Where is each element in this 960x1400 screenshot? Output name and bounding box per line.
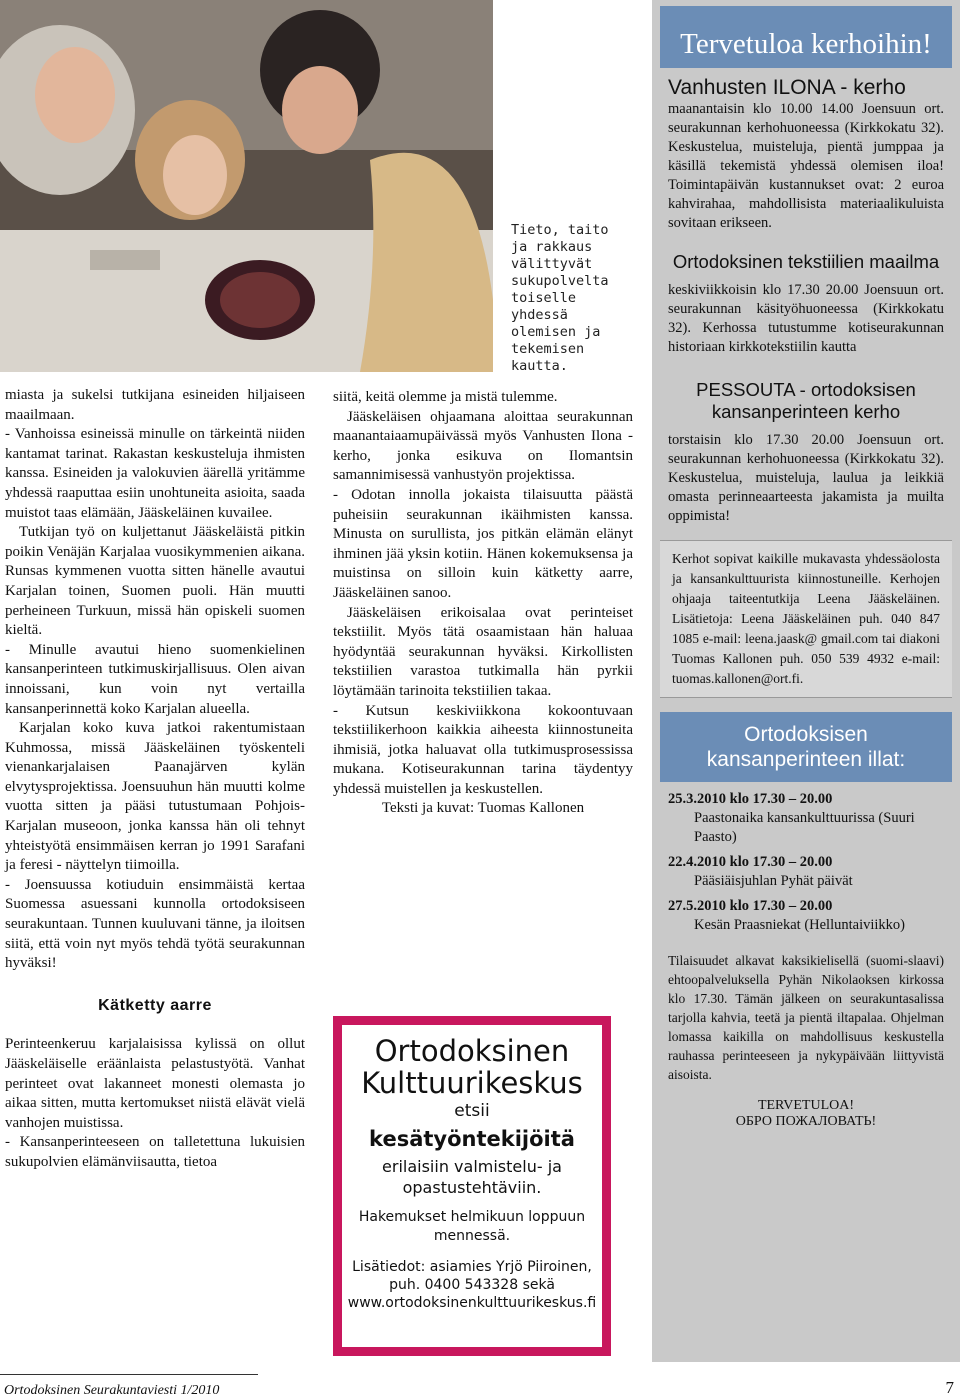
russian-welcome-text: ОБРО ПОЖАЛОВАТЬ!	[735, 1114, 877, 1129]
footer-rule	[0, 1374, 258, 1375]
events-list	[660, 790, 952, 935]
ad-headline: kesätyöntekijöitä	[369, 1127, 575, 1151]
article-column-2	[333, 388, 633, 819]
sidebar-panel	[652, 0, 960, 1362]
job-ad-box	[333, 1016, 611, 1356]
paragraph: Tutkijan työ on kuljettanut Jääskeläistä pitkin poikin Venäjän Karjalaa vuosikymmenien aikana. Runsas kymmenen vuotta sitten hänelle avautui Karjalan toinen, Suomen puoli. Hän muutti perheineen Turkuun, missä hän opiskeli suomen kieltä.	[5, 524, 305, 639]
pessouta-title: PESSOUTA - ortodoksisen kansanperinteen kerho	[696, 379, 916, 422]
closing-text: Tilaisuudet alkavat kaksikielisellä (suomi-slaavi) ehtoopalveluksella Pyhän Nikolaoksen kirkossa klo 17.30. Tämän jälkeen on seurakuntasalissa tarjolla kahvia, teetä ja pientä iltapalaa. Ohjelman lomassa kaikilla on mahdollisuus keskustella rauhassa perinteeseen ja nykypäivään liittyvistä aisoista.	[668, 953, 944, 1082]
paragraph: - Joensuussa kotiuduin ensimmäistä kertaa Suomessa asuessani kunnolla ortodoksiseen seurakuntaan. Tunnen kuuluvani tänne, ja iloitsen siitä, että voin nyt myös tehdä työtä seurakunnan hyväksi!	[5, 876, 305, 972]
ad-contact: Lisätiedot: asiamies Yrjö Piiroinen, puh. 0400 543328 sekä www.ortodoksinenkulttuurikeskus.fi	[347, 1259, 597, 1311]
paragraph: Karjalan koko kuva jatkoi rakentumistaan Kuhmossa, missä Jääskeläinen työskenteli vienankarjalaisen Paanajärven kylän elvytysprojektissa. Joensuuhun hän muutti kolme vuotta sitten ja pääsi tutustumaan Pohjois-Karjalan museoon, jonka kanssa hän oli tehnyt yhteistyötä ensimmäisen kerran jo 1991 Sarafani ja feresi - näyttelyn tiimoilla.	[5, 720, 305, 874]
paragraph: Jääskeläisen ohjaamana aloittaa seurakunnan maanantaiaamupäivässä myös Vanhusten Ilona -kerho, jonka esikuva on Ilomantsin samannimisessä vanhustyön projektissa.	[333, 408, 633, 484]
paragraph: Perinteenkeruu karjalaisissa kylissä on ollut Jääskeläiselle eräänlaista pelastustyötä. Vanhat perinteet ovat lakanneet monesti olemasta jo aikaa sitten, mutta kertomukset niistä elävät vielä vanhojen muistissa.	[5, 1036, 305, 1131]
ad-deadline: Hakemukset helmikuun loppuun mennessä.	[358, 1209, 586, 1244]
paragraph: - Kutsun keskiviikkona kokoontuvaan tekstiilikerhoon kaikkia aiheesta kiinnostuneita ihmisiä, jotka haluavat olla tutkimusprosessissa mukana. Kotiseurakunnan tarina täydentyy yhdessä muistellen ja keskustellen.	[333, 702, 633, 797]
paragraph: - Odotan innolla jokaista tilaisuutta päästä puheisiin seurakunnan ikäihmisten kanssa. Minusta on surullista, jos pitkän elämän elänyt ihminen jää yksin kotiin. Hänen kokemuksensa ja muistinsa on silloin kuin kätketty aarre, Jääskeläinen sanoo.	[333, 486, 633, 601]
page-number: 7	[945, 1378, 954, 1397]
pessouta-text: torstaisin klo 17.30 20.00 Joensuun ort. seurakunnan kerhohuoneessa (Kirkkokatu 32). Keskustelua, muisteluja, laulua ja leikkiä omasta perinneaarteesta jakamista ja muilta oppimista!	[668, 432, 944, 524]
event-text: Kesän Praasniekat (Helluntaiviikko)	[694, 917, 905, 933]
event-date: 22.4.2010 klo 17.30 – 20.00	[668, 854, 833, 870]
article-column-1	[5, 386, 305, 1173]
photo-caption: Tieto, taito ja rakkaus välittyvät sukupolvelta toiselle yhdessä olemisen ja tekemisen kautta.	[511, 222, 609, 374]
event-text: Pääsiäisjuhlan Pyhät päivät	[694, 873, 853, 889]
paragraph: Jääskeläisen erikoisalaa ovat perinteiset tekstiilit. Myös tätä osaamistaan hän haluaa hyödyntää seurakunnan hyväksi. Kirkollisten tekstiilien varastoa tutkimalla hän pyrkii löytämään tarinoita tekstiilien takaa.	[333, 604, 633, 699]
paragraph: - Vanhoissa esineissä minulle on tärkeintä niiden kantamat tarinat. Rakastan keskusteluja ihmisten kanssa. Esineiden ja valokuvien äärellä yritämme yhdessä raaputtaa esiin unohtuneita asioita, saada muistot taas elämään, Jääskeläinen kuvailee.	[5, 426, 305, 521]
textile-title: Ortodoksinen tekstiilien maailma	[672, 251, 940, 272]
tervetuloa-text: TERVETULOA!	[757, 1098, 855, 1113]
textile-text: keskiviikkoisin klo 17.30 20.00 Joensuun ort. seurakunnan käsityöhuoneessa (Kirkkokatu 32). Kerhossa tutustumme kotiseurakunnan historiaan kirkkotekstiilin kautta	[668, 282, 944, 355]
paragraph: siitä, keitä olemme ja mistä tulemme.	[333, 389, 558, 405]
welcome-banner: Tervetuloa kerhoihin!	[660, 6, 952, 68]
article-photo	[0, 0, 493, 372]
event-item	[660, 790, 952, 847]
ad-description: erilaisiin valmistelu- ja opastustehtäviin.	[382, 1157, 562, 1197]
paragraph: - Kansanperinteeseen on talletettuna lukuisien sukupolvien elämänviisautta, tietoa	[5, 1134, 305, 1170]
event-date: 25.3.2010 klo 17.30 – 20.00	[668, 791, 833, 807]
ad-org-line2: Kulttuurikeskus	[361, 1066, 583, 1100]
event-text: Paastonaika kansankulttuurissa (Suuri Paasto)	[694, 810, 915, 845]
photo-embroidery-scene-icon	[0, 0, 493, 372]
paragraph: miasta ja sukelsi tutkijana esineiden hiljaiseen maailmaan.	[5, 387, 305, 423]
section-heading: Kätketty aarre	[98, 996, 212, 1014]
event-item	[660, 853, 952, 891]
event-item	[660, 897, 952, 935]
ilona-text: maanantaisin klo 10.00 14.00 Joensuun ort. seurakunnan kerhohuoneessa (Kirkkokatu 32). Keskustelua, muisteluja, pientä jumppaa ja käsillä tekemistä yhdessä olemisen iloa! Toimintapäivän kustannukset ovat: 2 euroa kahvirahaa, mahdollisista materiaalikuluista sovitaan erikseen.	[668, 101, 944, 231]
footer-publication: Ortodoksinen Seurakuntaviesti 1/2010	[4, 1383, 220, 1398]
ad-org-line1: Ortodoksinen	[374, 1034, 570, 1068]
event-date: 27.5.2010 klo 17.30 – 20.00	[668, 898, 833, 914]
ad-seeks: etsii	[454, 1101, 490, 1121]
ilona-title: Vanhusten ILONA - kerho	[668, 76, 906, 99]
paragraph: - Minulle avautui hieno suomenkielinen kansanperinteen tutkimuskirjallisuus. Olen aivan innoissani, kun voin nyt vertailla kansanperinnettä koko Karjalan alueella.	[5, 641, 305, 717]
author-credit: Teksti ja kuvat: Tuomas Kallonen	[381, 800, 585, 817]
info-box: Kerhot sopivat kaikille mukavasta yhdessäolosta ja kansankulttuurista kiinnostuneille. Kerhojen ohjaaja taiteentutkija Leena Jääskeläinen. Lisätietoja: Leena Jääskeläinen puh. 040 847 1085 e-mail: leena.jaask@ gmail.com tai diakoni Tuomas Kallonen puh. 050 539 4932 e-mail: tuomas.kallonen@ort.fi.	[660, 540, 952, 698]
events-title: Ortodoksisen kansanperinteen illat:	[660, 712, 952, 782]
